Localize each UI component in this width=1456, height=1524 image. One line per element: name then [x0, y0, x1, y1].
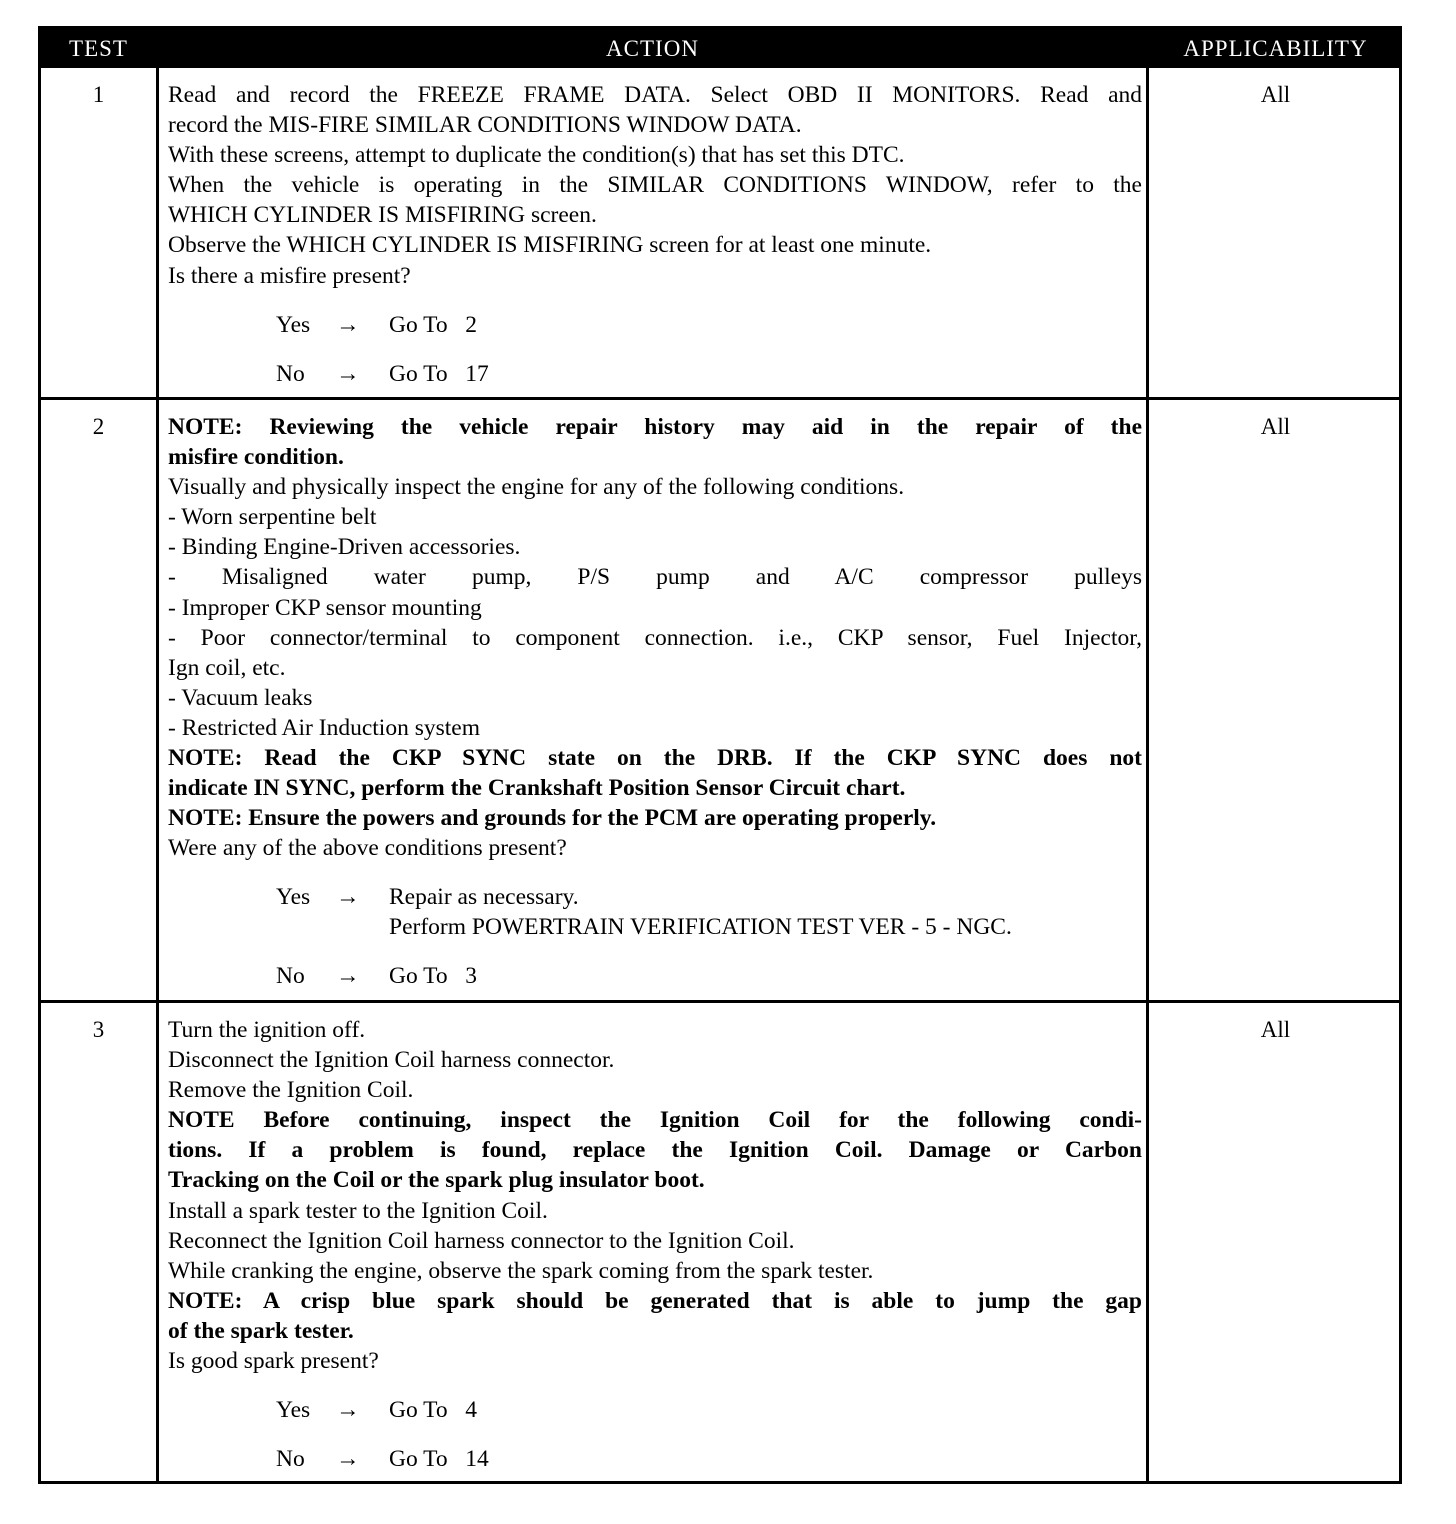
action-line: Visually and physically inspect the engine for any of the following conditions. — [168, 474, 905, 501]
diagnostic-test-table — [38, 26, 1402, 1484]
yes-label: Yes — [276, 311, 311, 338]
no-label: No — [276, 963, 305, 990]
action-line: Turn the ignition off. — [168, 1017, 366, 1043]
table-row — [41, 400, 1399, 1000]
action-line: Remove the Ignition Coil. — [168, 1077, 414, 1104]
applicability-cell: All — [1260, 1017, 1291, 1042]
note-line: of the spark tester. — [168, 1317, 354, 1344]
action-line: Is there a misfire present? — [168, 262, 411, 289]
action-line: - Misaligned water pump, P/S pump and A/C compressor pulleys — [168, 564, 1142, 591]
yes-branch — [168, 1395, 1142, 1425]
yes-label: Yes — [276, 884, 311, 911]
action-line: When the vehicle is operating in the SIMILAR CONDITIONS WINDOW, refer to the — [168, 172, 1142, 199]
arrow-icon: → — [336, 1397, 360, 1424]
yes-target: Repair as necessary. — [389, 884, 579, 911]
arrow-icon: → — [336, 311, 360, 338]
table-row — [41, 68, 1399, 397]
arrow-icon: → — [336, 963, 360, 990]
note-line: NOTE: Ensure the powers and grounds for the PCM are operating properly. — [168, 805, 937, 832]
yes-target: Go To 4 — [389, 1397, 478, 1424]
action-line: WHICH CYLINDER IS MISFIRING screen. — [168, 202, 597, 229]
note-line: NOTE: A crisp blue spark should be generated that is able to jump the gap — [168, 1287, 1142, 1314]
table-row — [41, 1003, 1399, 1481]
yes-target-line2: Perform POWERTRAIN VERIFICATION TEST VER - 5 - NGC. — [389, 914, 1012, 941]
action-line: With these screens, attempt to duplicate the condition(s) that has set this DTC. — [168, 142, 905, 169]
note-line: Tracking on the Coil or the spark plug insulator boot. — [168, 1167, 705, 1194]
no-target: Go To 17 — [389, 360, 489, 387]
no-target: Go To 3 — [389, 963, 478, 990]
action-cell — [168, 412, 1142, 991]
no-branch — [168, 961, 1142, 991]
action-line: - Improper CKP sensor mounting — [168, 594, 482, 621]
action-line: - Worn serpentine belt — [168, 504, 377, 531]
no-target: Go To 14 — [389, 1446, 489, 1473]
action-line: While cranking the engine, observe the spark coming from the spark tester. — [168, 1257, 874, 1284]
action-line: Ign coil, etc. — [168, 654, 286, 681]
action-line: - Binding Engine-Driven accessories. — [168, 534, 521, 561]
header-test: TEST — [69, 36, 128, 61]
test-number: 3 — [92, 1017, 105, 1042]
action-line: Disconnect the Ignition Coil harness connector. — [168, 1047, 615, 1074]
action-line: - Poor connector/terminal to component connection. i.e., CKP sensor, Fuel Injector, — [168, 624, 1142, 651]
yes-target: Go To 2 — [389, 311, 478, 338]
test-number: 1 — [92, 82, 105, 107]
no-branch — [168, 1444, 1142, 1474]
arrow-icon: → — [336, 884, 360, 911]
action-line: record the MIS-FIRE SIMILAR CONDITIONS WINDOW DATA. — [168, 112, 802, 139]
header-applicability: APPLICABILITY — [1183, 36, 1368, 61]
action-line: Were any of the above conditions present? — [168, 835, 567, 862]
note-line: NOTE Before continuing, inspect the Ignition Coil for the following condi- — [168, 1107, 1142, 1134]
note-line: indicate IN SYNC, perform the Crankshaft Position Sensor Circuit chart. — [168, 775, 906, 802]
yes-branch-continued — [168, 912, 1142, 942]
header-action: ACTION — [606, 36, 699, 61]
no-label: No — [276, 360, 305, 387]
yes-branch — [168, 310, 1142, 340]
arrow-icon: → — [336, 1446, 360, 1473]
note-line: tions. If a problem is found, replace the Ignition Coil. Damage or Carbon — [168, 1137, 1142, 1164]
action-line: - Restricted Air Induction system — [168, 714, 480, 741]
action-cell — [168, 1015, 1142, 1474]
action-line: Install a spark tester to the Ignition Coil. — [168, 1197, 548, 1224]
test-number: 2 — [92, 414, 105, 439]
no-label: No — [276, 1446, 305, 1473]
applicability-cell: All — [1260, 82, 1291, 107]
yes-label: Yes — [276, 1397, 311, 1424]
no-branch — [168, 359, 1142, 389]
action-line: Read and record the FREEZE FRAME DATA. Select OBD II MONITORS. Read and — [168, 82, 1142, 108]
note-line: NOTE: Reviewing the vehicle repair history may aid in the repair of the — [168, 414, 1142, 440]
note-line: misfire condition. — [168, 444, 344, 471]
action-cell — [168, 80, 1142, 389]
note-line: NOTE: Read the CKP SYNC state on the DRB. If the CKP SYNC does not — [168, 745, 1142, 772]
action-line: - Vacuum leaks — [168, 684, 313, 711]
yes-branch — [168, 882, 1142, 912]
applicability-cell: All — [1260, 414, 1291, 439]
table-header — [41, 29, 1399, 68]
action-line: Reconnect the Ignition Coil harness connector to the Ignition Coil. — [168, 1227, 795, 1254]
action-line: Is good spark present? — [168, 1348, 379, 1375]
arrow-icon: → — [336, 360, 360, 387]
action-line: Observe the WHICH CYLINDER IS MISFIRING screen for at least one minute. — [168, 232, 932, 259]
